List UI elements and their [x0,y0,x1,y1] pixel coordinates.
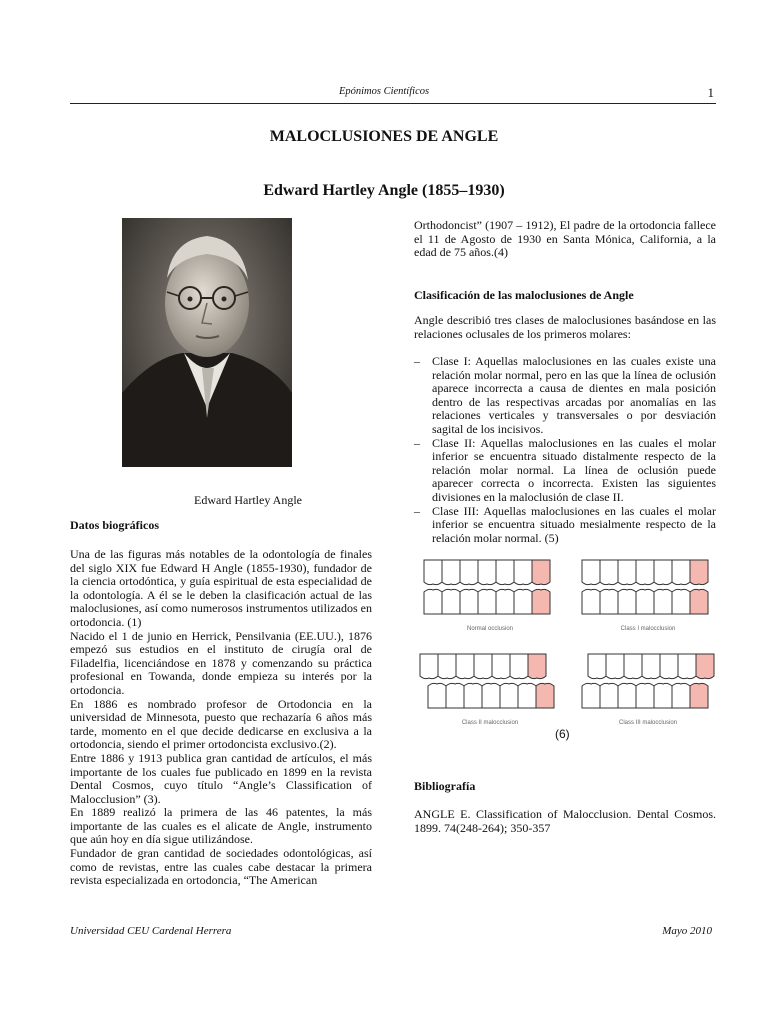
tooth [518,683,536,708]
tooth [446,683,464,708]
molar-tooth [532,560,550,585]
tooth [642,654,660,679]
tooth [438,654,456,679]
list-item-text: Clase II: Aquellas maloclusiones en las cuales el molar inferior se encuentra situado distalmente respecto de la relación molar normal. La línea de oclusión puede aparecer correcta o incorrecta. Existen las siguientes divisiones en la maloclusión de clase II. [432,435,716,504]
tooth [672,560,690,585]
molar-tooth [690,683,708,708]
list-item-clase-ii [414,437,716,505]
tooth [672,683,690,708]
tooth [678,654,696,679]
list-item-clase-iii [414,505,716,546]
tooth [424,560,442,585]
list-dash: – [414,435,420,450]
tooth [460,589,478,614]
tooth [492,654,510,679]
list-dash: – [414,503,420,518]
classification-intro: Angle describió tres clases de maloclusiones basándose en las relaciones oclusales de los primeros molares: [414,313,716,341]
page-number: 1 [707,85,714,100]
molar-tooth [528,654,546,679]
paragraph: Fundador de gran cantidad de sociedades odontológicas, así como de revistas, entre las cuales cabe destacar la primera revista especializada en ortodoncia, “The American [70,846,372,888]
footer-date: Mayo 2010 [662,925,712,937]
tooth [582,589,600,614]
page-subtitle: Edward Hartley Angle (1855–1930) [263,182,505,199]
tooth [482,683,500,708]
biography-text [70,548,372,888]
tooth [500,683,518,708]
figure-label: Normal occlusion [466,626,514,632]
tooth [654,683,672,708]
paragraph: Una de las figuras más notables de la odontología de finales del siglo XIX fue Edward H Angle (1855-1930), fundador de la ciencia ortodóntica, y guía espiritual de esta especialidad de la odontología. A él se le deben la clasificación actual de las maloclusiones, así como numerosos instrumentos utilizados en ortodoncia. (1) [70,547,372,629]
page-title: MALOCLUSIONES DE ANGLE [269,128,499,145]
figure-label: Class II malocclusion [461,720,519,726]
tooth [510,654,528,679]
tooth [478,560,496,585]
molar-tooth [532,589,550,614]
tooth [442,560,460,585]
paragraph: Entre 1886 y 1913 publica gran cantidad de artículos, el más importante de los cuales fue publicado en 1899 en la revista Dental Cosmos, cuyo título “Angle’s Classification of Malocclusion” (3). [70,750,372,806]
paragraph: En 1889 realizó la primera de las 46 patentes, la más importante de las cuales es el alicate de Angle, instrumento que aún hoy en día sigue utilizándose. [70,805,372,847]
section-heading-bibliografia: Bibliografía [414,779,476,793]
molar-tooth [690,589,708,614]
paragraph: En 1886 es nombrado profesor de Ortodoncia en la universidad de Minnesota, puesto que rechazaría 6 años más tarde, momento en el que decide dedicarse en exclusiva a la ortodoncia, siendo el primer ortodoncista exclusivo.(2). [70,696,372,752]
figure-number: (6) [555,727,570,741]
tooth [600,683,618,708]
tooth [424,589,442,614]
tooth [654,560,672,585]
photo-caption: Edward Hartley Angle [194,493,302,507]
list-item-text: Clase III: Aquellas maloclusiones en las cuales el molar inferior se encuentra situado mesialmente respecto de la relación molar normal. (5) [432,503,716,545]
tooth [420,654,438,679]
tooth [636,589,654,614]
figure-label: Class III malocclusion [618,720,678,726]
header-rule [70,103,716,104]
tooth [624,654,642,679]
molar-tooth [690,560,708,585]
tooth [582,683,600,708]
figure-label: Class I malocclusion [620,626,676,632]
tooth [636,560,654,585]
occlusion-figure [412,550,718,740]
portrait-photo [122,218,292,467]
tooth [606,654,624,679]
section-heading-biografia: Datos biográficos [70,518,159,532]
tooth [618,560,636,585]
tooth [588,654,606,679]
footer-institution: Universidad CEU Cardenal Herrera [70,925,232,937]
paragraph: Nacido el 1 de junio en Herrick, Pensilvania (EE.UU.), 1876 empezó sus estudios en el instituto de cirugía oral de Filadelfia, licenciándose en 1878 y comenzando su práctica profesional en Towanda, donde empieza su interés por la ortodoncia. [70,628,372,697]
list-item-text: Clase I: Aquellas maloclusiones en las cuales existe una relación molar normal, pero en las que la línea de oclusión aparece incorrecta a causa de dientes en mala posición dentro de las respectivas arcadas por anomalías en las relaciones verticales y transversales o por desviación sagital de los incisivos. [432,354,716,436]
tooth [636,683,654,708]
tooth [456,654,474,679]
molar-tooth [536,683,554,708]
section-heading-clasificacion: Clasificación de las maloclusiones de Angle [414,288,634,302]
list-item-clase-i [414,355,716,437]
tooth [618,683,636,708]
occlusion-diagram [412,550,718,740]
tooth [582,560,600,585]
tooth [660,654,678,679]
running-header: Epónimos Científicos [338,86,430,97]
tooth [474,654,492,679]
tooth [460,560,478,585]
tooth [618,589,636,614]
tooth [478,589,496,614]
tooth [654,589,672,614]
tooth [600,589,618,614]
tooth [496,560,514,585]
list-dash: – [414,354,420,368]
tooth [496,589,514,614]
continuation-paragraph: Orthodoncist” (1907 – 1912), El padre de la ortodoncia fallece el 11 de Agosto de 1930 en Santa Mónica, California, a la edad de 75 años.(4) [414,218,716,260]
tooth [600,560,618,585]
tooth [428,683,446,708]
tooth [442,589,460,614]
portrait-illustration [122,218,292,467]
molar-tooth [696,654,714,679]
tooth [514,589,532,614]
tooth [514,560,532,585]
classification-list [414,355,716,545]
bibliography-entry: ANGLE E. Classification of Malocclusion. Dental Cosmos. 1899. 74(248-264); 350-357 [414,807,716,835]
tooth [672,589,690,614]
tooth [464,683,482,708]
